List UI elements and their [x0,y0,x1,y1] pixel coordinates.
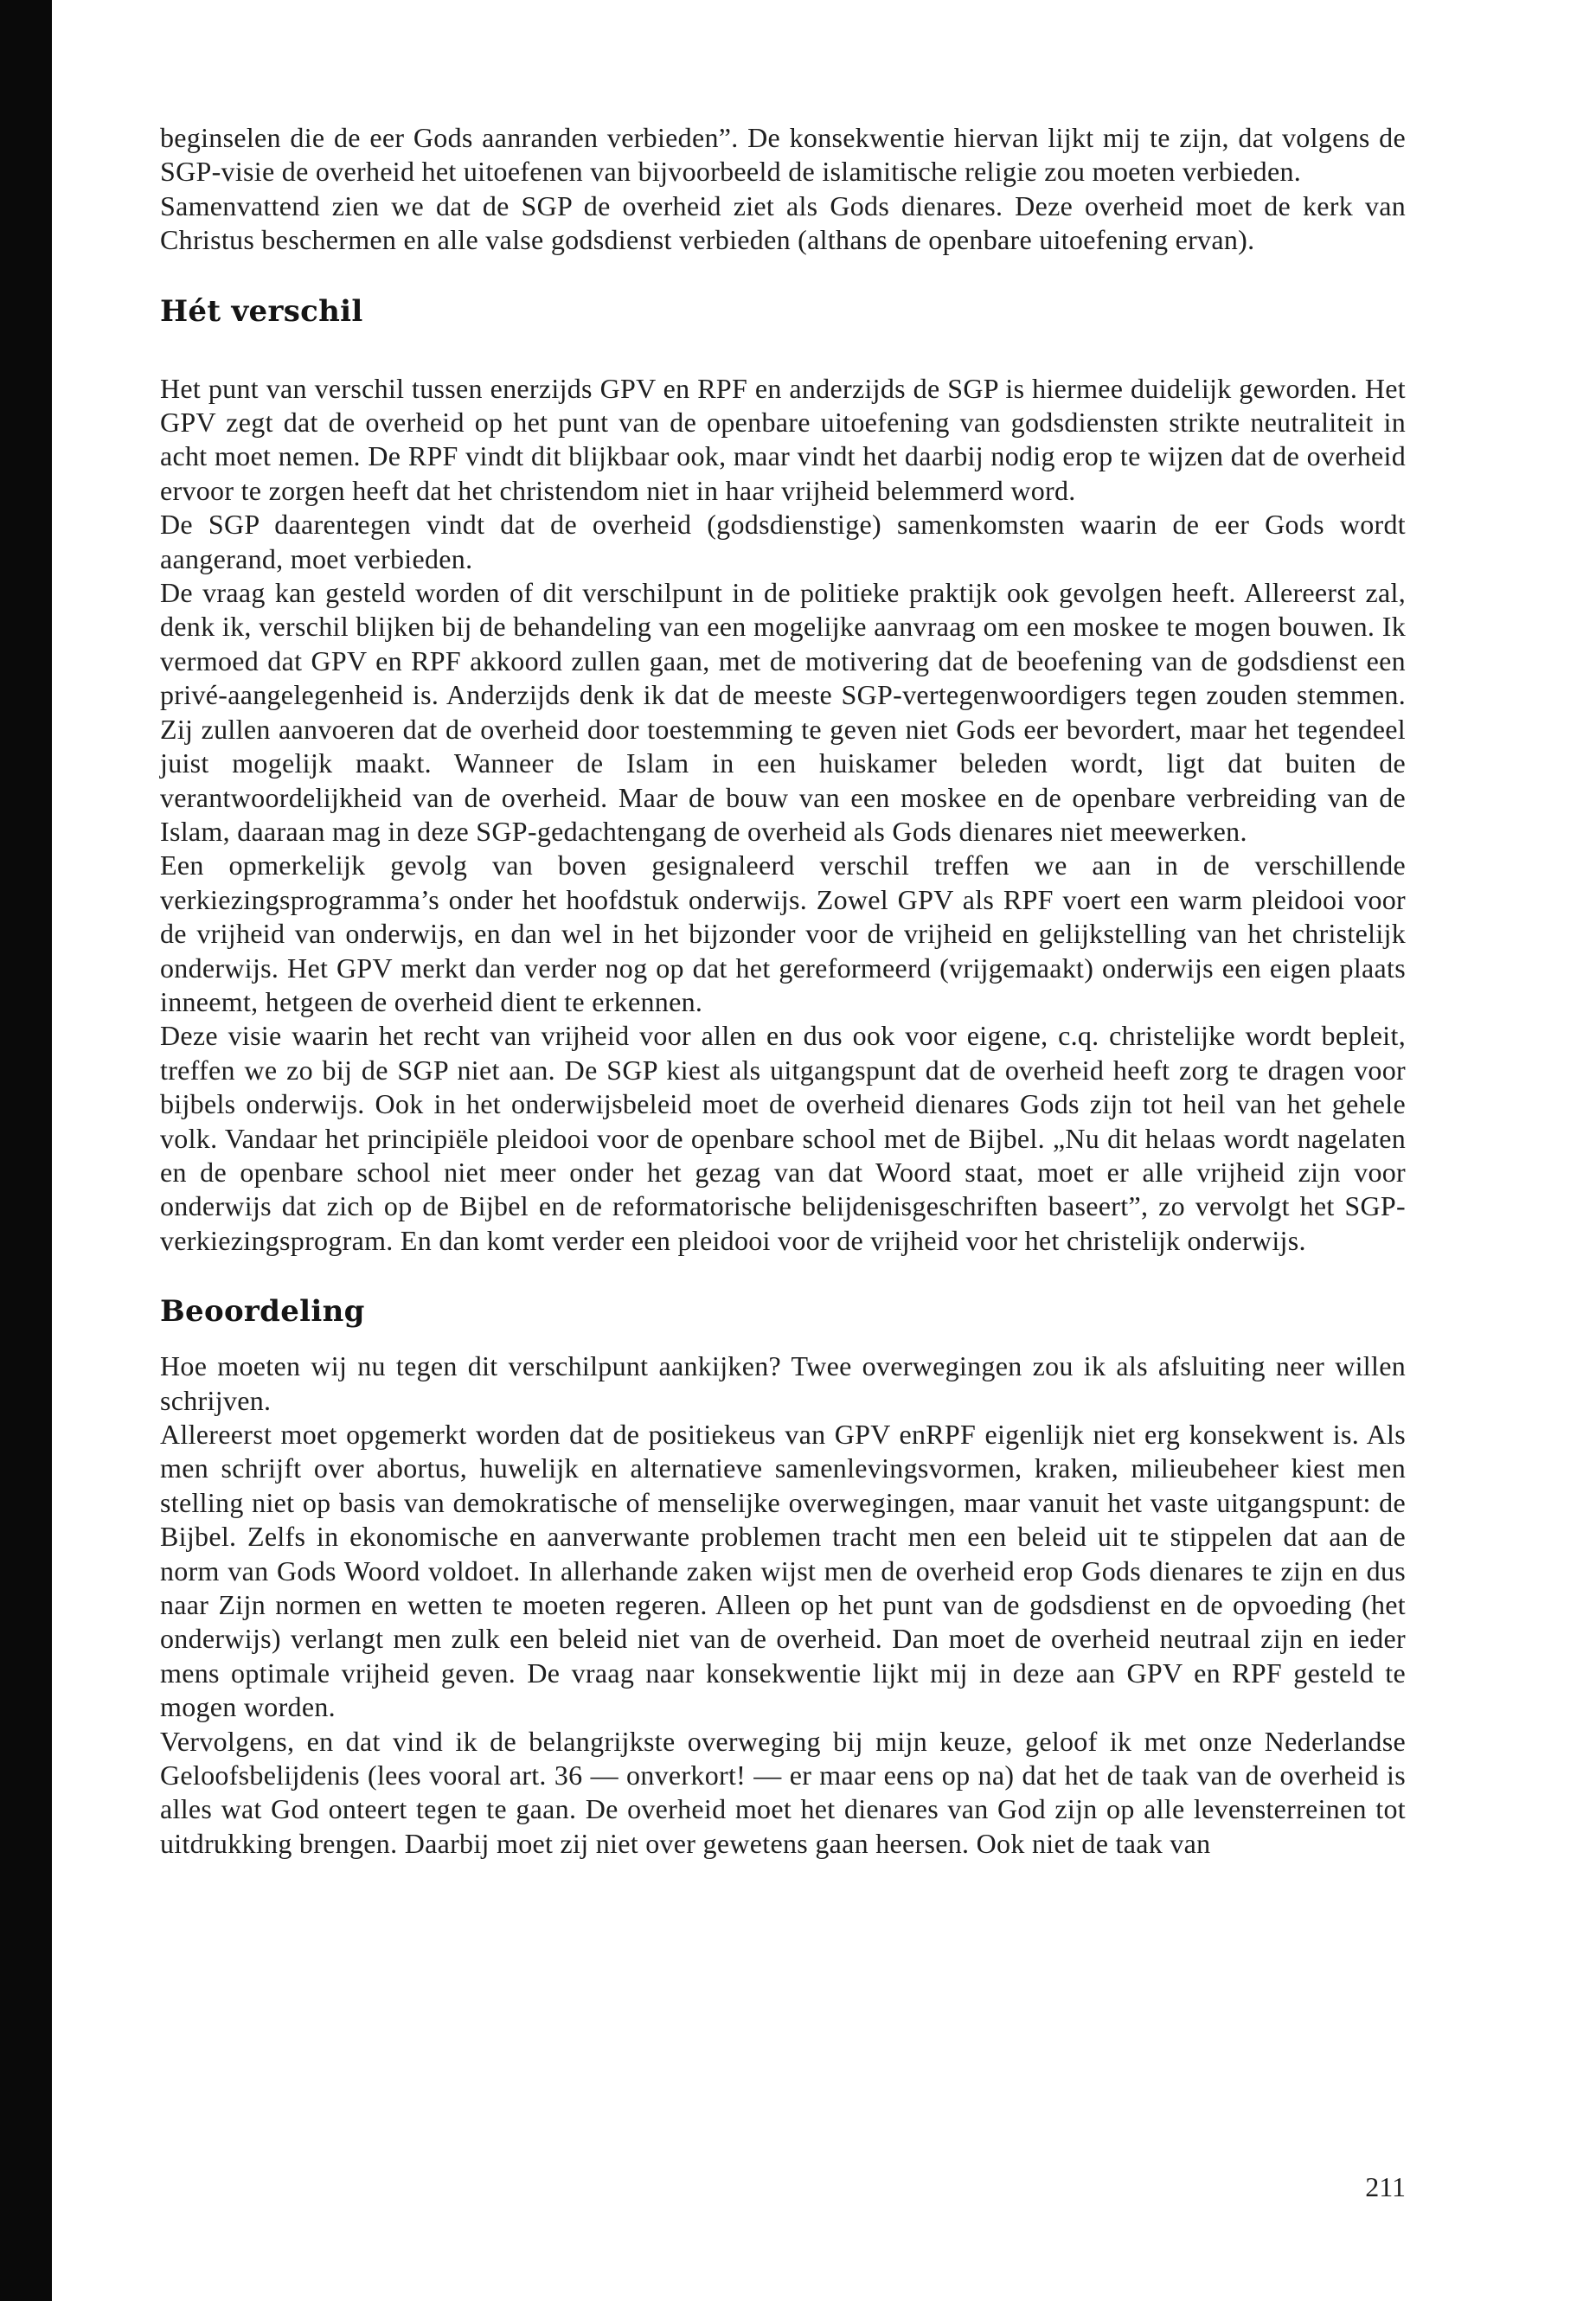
paragraph: Het punt van verschil tussen enerzijds GPV en RPF en anderzijds de SGP is hiermee duidelijk geworden. Het GPV zegt dat de overheid op het punt van de openbare uitoefening van godsdiensten strikte neutraliteit in acht moet nemen. De RPF vindt dit blijkbaar ook, maar vindt het daarbij nodig erop te wijzen dat de overheid ervoor te zorgen heeft dat het christendom niet in haar vrijheid belemmerd word. [160,372,1406,506]
paragraph: De SGP daarentegen vindt dat de overheid (godsdienstige) samenkomsten waarin de eer Gods wordt aangerand, moet verbieden. [160,509,1406,574]
paragraph: beginselen die de eer Gods aanranden verbieden”. De konsekwentie hiervan lijkt mij te zijn, dat volgens de SGP-visie de overheid het uitoefenen van bijvoorbeeld de islamitische religie zou moeten verbieden. [160,122,1406,188]
section-heading-verschil: Hét verschil [160,293,363,329]
paragraph: Vervolgens, en dat vind ik de belangrijkste overweging bij mijn keuze, geloof ik met onze Nederlandse Geloofsbelijdenis (lees vooral art. 36 — onverkort! — er maar eens op na) dat het de taak van de overheid is alles wat God onteert tegen te gaan. De overheid moet het dienares van God zijn op alle levensterreinen tot uitdrukking brengen. Daarbij moet zij niet over gewetens gaan heersen. Ook niet de taak van [160,1725,1406,1859]
paragraph: Samenvattend zien we dat de SGP de overheid ziet als Gods dienares. Deze overheid moet de kerk van Christus beschermen en alle valse godsdienst verbieden (althans de openbare uitoefening ervan). [160,189,1406,256]
beoordeling-section [160,1349,1406,1861]
intro-section [160,121,1406,258]
section-heading-beoordeling: Beoordeling [160,1294,365,1330]
verschil-section [160,372,1406,1259]
page-number: 211 [1365,2171,1406,2202]
document-page [160,121,1406,1861]
paragraph: Een opmerkelijk gevolg van boven gesignaleerd verschil treffen we aan in de verschillende verkiezingsprogramma’s onder het hoofdstuk onderwijs. Zowel GPV als RPF voert een warm pleidooi voor de vrijheid van onderwijs, en dan wel in het bijzonder voor de vrijheid en gelijkstelling van het christelijk onderwijs. Het GPV merkt dan verder nog op dat het gereformeerd (vrijgemaakt) onderwijs een eigen plaats inneemt, hetgeen de overheid dient te erkennen. [160,849,1406,1017]
paragraph: De vraag kan gesteld worden of dit verschilpunt in de politieke praktijk ook gevolgen heeft. Allereerst zal, denk ik, verschil blijken bij de behandeling van een mogelijke aanvraag om een moskee te mogen bouwen. Ik vermoed dat GPV en RPF akkoord zullen gaan, met de motivering dat de beoefening van de godsdienst een privé-aangelegenheid is. Anderzijds denk ik dat de meeste SGP-vertegenwoordigers tegen zouden stemmen. Zij zullen aanvoeren dat de overheid door toestemming te geven niet Gods eer bevordert, maar het tegendeel juist mogelijk maakt. Wanneer de Islam in een huiskamer beleden wordt, ligt dat buiten de verantwoordelijkheid van de overheid. Maar de bouw van een moskee en de openbare verbreiding van de Islam, daaraan mag in deze SGP-gedachtengang de overheid als Gods dienares niet meewerken. [160,577,1406,847]
paragraph: Hoe moeten wij nu tegen dit verschilpunt aankijken? Twee overwegingen zou ik als afsluiting neer willen schrijven. [160,1350,1406,1416]
paragraph: Deze visie waarin het recht van vrijheid voor allen en dus ook voor eigene, c.q. christelijke wordt bepleit, treffen we zo bij de SGP niet aan. De SGP kiest als uitgangspunt dat de overheid heeft zorg te dragen voor bijbels onderwijs. Ook in het onderwijsbeleid moet de overheid dienares Gods zijn tot heil van het gehele volk. Vandaar het principiële pleidooi voor de openbare school met de Bijbel. „Nu dit helaas wordt nagelaten en de openbare school niet meer onder het gezag van dat Woord staat, moet er alle vrijheid zijn voor onderwijs dat zich op de Bijbel en de reformatorische belijdenisgeschriften baseert”, zo vervolgt het SGP-verkiezingsprogram. En dan komt verder een pleidooi voor de vrijheid voor het christelijk onderwijs. [160,1020,1406,1256]
scan-edge-strip [0,0,52,2301]
paragraph: Allereerst moet opgemerkt worden dat de positiekeus van GPV enRPF eigenlijk niet erg konsekwent is. Als men schrijft over abortus, huwelijk en alternatieve samenlevingsvormen, kraken, milieubeheer kiest men stelling niet op basis van demokratische of menselijke overwegingen, maar vanuit het vaste uitgangspunt: de Bijbel. Zelfs in ekonomische en aanverwante problemen tracht men een beleid uit te stippelen dat aan de norm van Gods Woord voldoet. In allerhande zaken wijst men de overheid erop Gods dienares te zijn en dus naar Zijn normen en wetten te moeten regeren. Alleen op het punt van de godsdienst en de opvoeding (het onderwijs) verlangt men zulk een beleid niet van de overheid. Dan moet de overheid neutraal zijn en ieder mens optimale vrijheid geven. De vraag naar konsekwentie lijkt mij in deze aan GPV en RPF gesteld te mogen worden. [160,1419,1406,1723]
